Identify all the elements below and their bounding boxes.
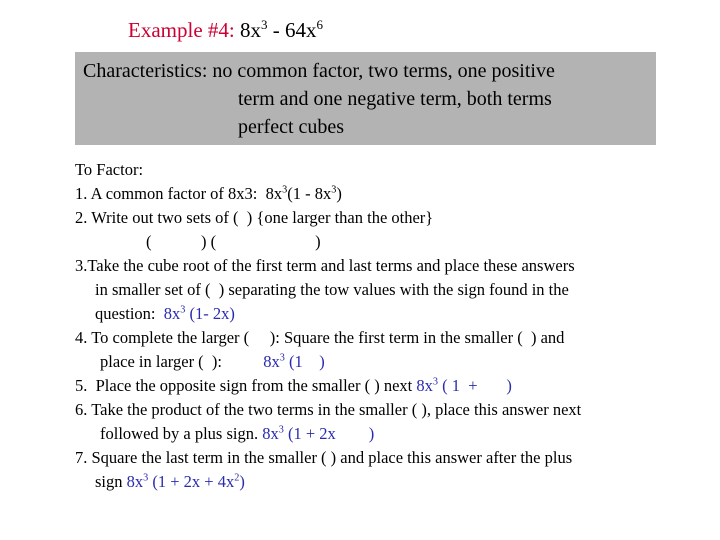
highlighted-expression: ( 1 + ) (438, 376, 512, 395)
text-run: 7. Square the last term in the smaller ( ) and place this answer after the plus (75, 448, 573, 467)
step-line (146, 234, 321, 251)
text-run: followed by a plus sign. (100, 424, 263, 443)
text-run: 1. A common factor of 8x3: 8x (75, 184, 283, 203)
step-line (100, 426, 374, 443)
highlighted-expression: 8x (163, 304, 181, 323)
step-line (75, 186, 342, 203)
step-line (75, 258, 575, 275)
highlighted-expression: 8x (416, 376, 433, 395)
slide-title (128, 18, 323, 43)
highlighted-expression: (1- 2x) (185, 304, 235, 323)
step-line (75, 330, 564, 347)
text-run: - 64x (267, 18, 317, 42)
step-line (75, 450, 572, 467)
step-line (75, 378, 512, 395)
text-run: 4. To complete the larger ( ): Square the first term in the smaller ( ) and (75, 328, 565, 347)
highlighted-expression: (1 ) (284, 352, 325, 371)
step-line (100, 354, 325, 371)
highlighted-exponent: 3 (143, 472, 149, 484)
highlighted-expression: 8x (263, 352, 280, 371)
characteristics-box (75, 52, 656, 145)
text-run: 3.Take the cube root of the first term and last terms and place these answers (75, 256, 575, 275)
text-run: question: (95, 304, 164, 323)
text-run: (1 - 8x (287, 184, 332, 203)
highlighted-expression: (1 + 2x + 4x (148, 472, 235, 491)
text-run: 6. Take the product of the two terms in the smaller ( ), place this answer next (75, 400, 582, 419)
step-line (95, 282, 569, 299)
exponent: 6 (316, 17, 324, 32)
text-run: ) (336, 184, 342, 203)
highlighted-exponent: 3 (278, 424, 284, 436)
text-run: place in larger ( ): (100, 352, 264, 371)
example-expression (240, 18, 323, 42)
text-run: in smaller set of ( ) separating the tow values with the sign found in the (95, 280, 569, 299)
step-line (75, 210, 433, 227)
example-label: Example #4: (128, 18, 235, 42)
highlighted-exponent: 3 (180, 304, 186, 316)
step-line (95, 474, 245, 491)
step-line (75, 162, 143, 179)
characteristics-line-2: term and one negative term, both terms (238, 88, 552, 110)
exponent: 3 (282, 184, 288, 196)
characteristics-line-1: Characteristics: no common factor, two terms, one positive (83, 60, 555, 82)
highlighted-expression: ) (239, 472, 245, 491)
text-run: sign (95, 472, 127, 491)
highlighted-expression: 8x (262, 424, 279, 443)
exponent: 3 (260, 17, 268, 32)
text-run: 5. Place the opposite sign from the smaller ( ) next (75, 376, 417, 395)
text-run: To Factor: (75, 160, 144, 179)
text-run: 2. Write out two sets of ( ) {one larger than the other} (75, 208, 434, 227)
step-line (95, 306, 235, 323)
highlighted-expression: (1 + 2x ) (283, 424, 375, 443)
step-line (75, 402, 581, 419)
text-run: ( ) ( ) (146, 232, 321, 251)
highlighted-exponent: 3 (432, 376, 438, 388)
highlighted-exponent: 3 (279, 352, 285, 364)
text-run: 8x (239, 18, 261, 42)
characteristics-line-3: perfect cubes (238, 116, 345, 138)
highlighted-expression: 8x (126, 472, 144, 491)
exponent: 3 (331, 184, 337, 196)
highlighted-exponent: 2 (234, 472, 240, 484)
